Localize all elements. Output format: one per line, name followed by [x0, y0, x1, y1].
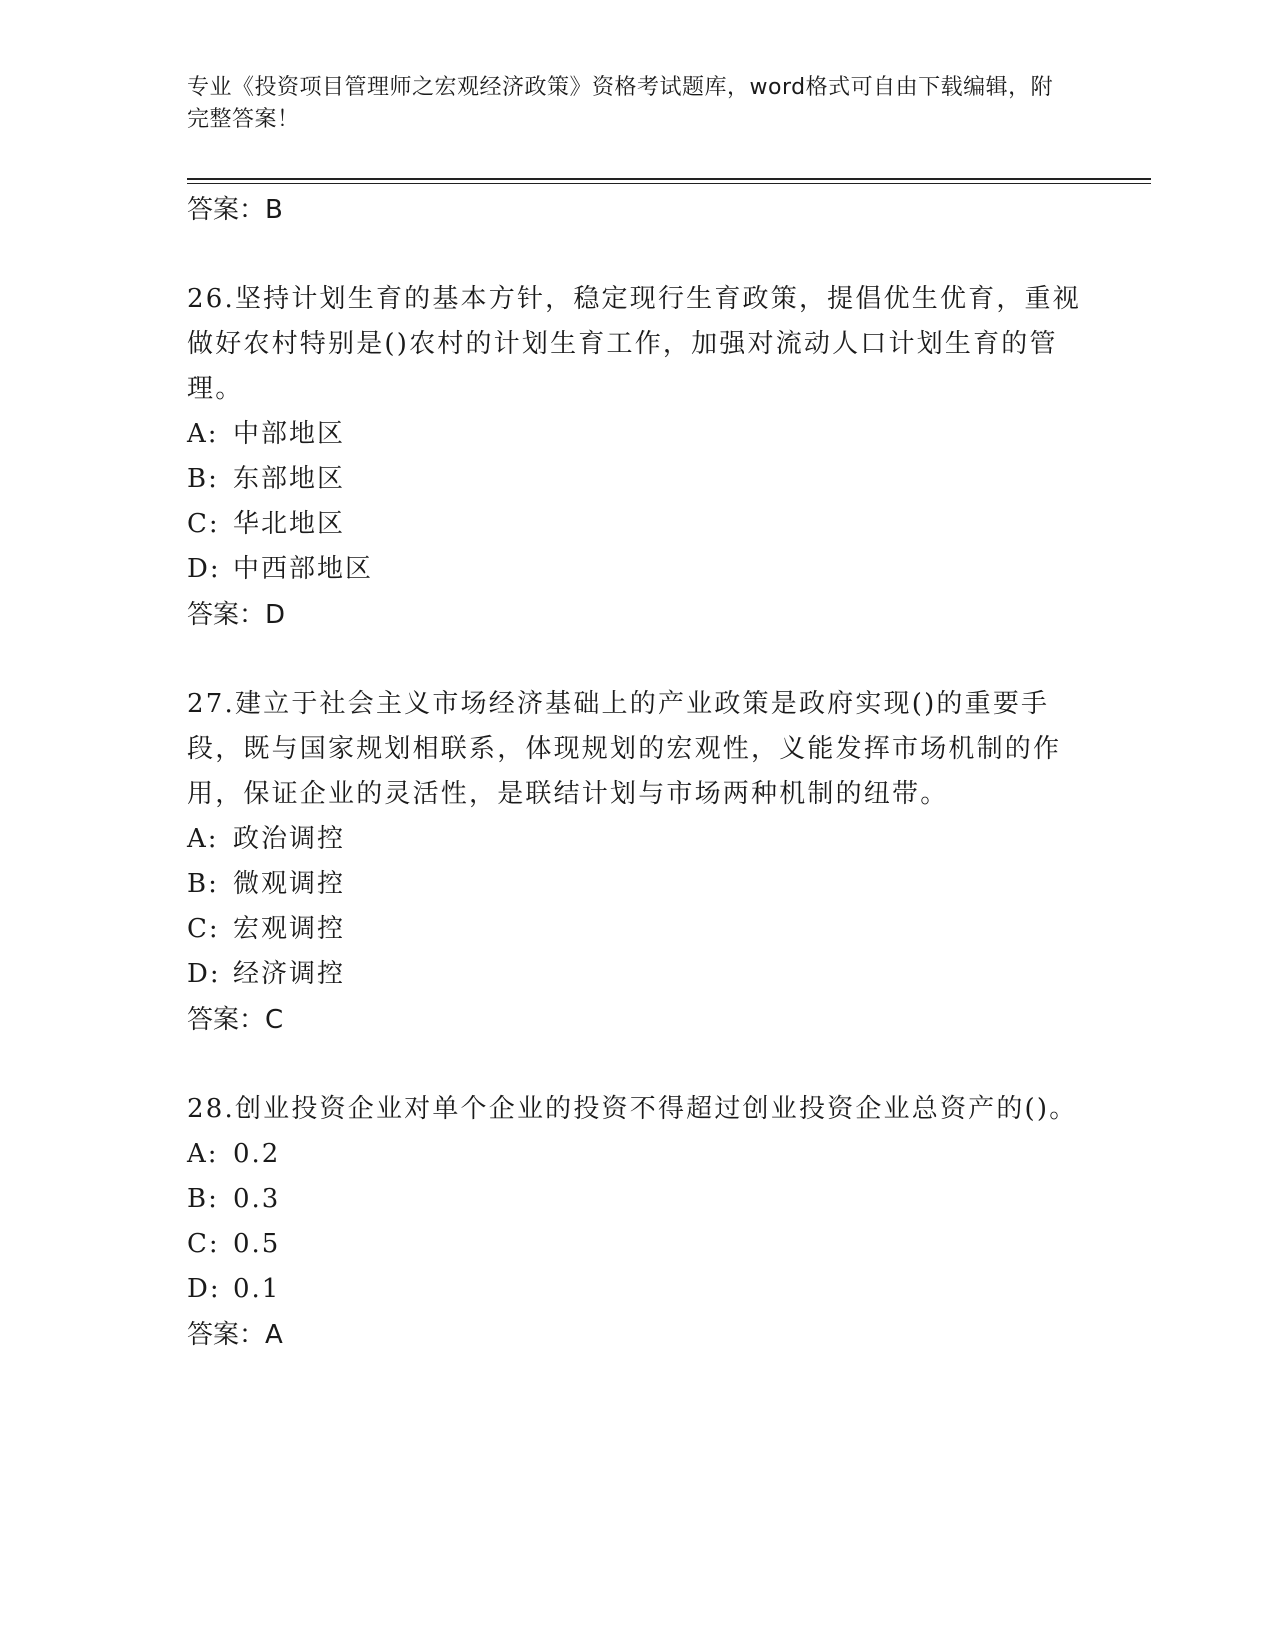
option-text: 经济调控 [233, 959, 346, 989]
option-letter: B: [187, 869, 219, 899]
page-header: 专业《投资项目管理师之宏观经济政策》资格考试题库，word格式可自由下载编辑，附完整答案！ [187, 75, 1054, 132]
option-letter: A: [187, 824, 219, 854]
option-item [187, 952, 1087, 997]
question-text: 26.坚持计划生育的基本方针，稳定现行生育政策，提倡优生优育，重视做好农村特别是()农村的计划生育工作，加强对流动人口计划生育的管理。 [187, 284, 1081, 404]
option-letter: D: [187, 554, 221, 584]
option-text: 中西部地区 [233, 554, 374, 584]
option-letter: B: [187, 464, 219, 494]
option-item [187, 1222, 1087, 1267]
option-text: 政治调控 [233, 824, 346, 854]
option-letter: A: [187, 1139, 219, 1169]
question-item [187, 277, 1087, 638]
option-item [187, 412, 1087, 457]
answer-line: 答案：C [187, 1005, 284, 1035]
header-divider-thin [187, 183, 1151, 184]
question-item [187, 1087, 1087, 1358]
option-item [187, 817, 1087, 862]
option-text: 宏观调控 [233, 914, 346, 944]
option-item [187, 1132, 1087, 1177]
option-letter: C: [187, 509, 220, 539]
option-text: 0.3 [233, 1184, 281, 1214]
option-letter: D: [187, 1274, 221, 1304]
option-letter: C: [187, 914, 220, 944]
answer-line: 答案：D [187, 600, 286, 630]
option-letter: D: [187, 959, 221, 989]
answer-line: 答案：A [187, 1320, 283, 1350]
option-text: 微观调控 [233, 869, 346, 899]
option-text: 东部地区 [233, 464, 346, 494]
option-item [187, 1267, 1087, 1312]
question-text: 28.创业投资企业对单个企业的投资不得超过创业投资企业总资产的()。 [187, 1094, 1078, 1124]
answer-line: 答案：B [187, 195, 283, 225]
question-text: 27.建立于社会主义市场经济基础上的产业政策是政府实现()的重要手段，既与国家规划相联系，体现规划的宏观性，义能发挥市场机制的作用，保证企业的灵活性，是联结计划与市场两种机制的纽带。 [187, 689, 1062, 809]
header-divider-thick [187, 178, 1151, 180]
spacer [187, 1043, 1087, 1087]
question-item [187, 682, 1087, 1043]
option-item [187, 862, 1087, 907]
option-text: 中部地区 [233, 419, 346, 449]
option-letter: B: [187, 1184, 219, 1214]
question-list [187, 187, 1087, 1358]
option-text: 华北地区 [233, 509, 346, 539]
option-item [187, 907, 1087, 952]
option-text: 0.1 [233, 1274, 281, 1304]
option-item [187, 457, 1087, 502]
spacer [187, 233, 1087, 277]
option-item [187, 1177, 1087, 1222]
option-letter: A: [187, 419, 219, 449]
option-letter: C: [187, 1229, 220, 1259]
spacer [187, 638, 1087, 682]
option-text: 0.5 [233, 1229, 281, 1259]
option-item [187, 547, 1087, 592]
option-text: 0.2 [233, 1139, 281, 1169]
option-item [187, 502, 1087, 547]
